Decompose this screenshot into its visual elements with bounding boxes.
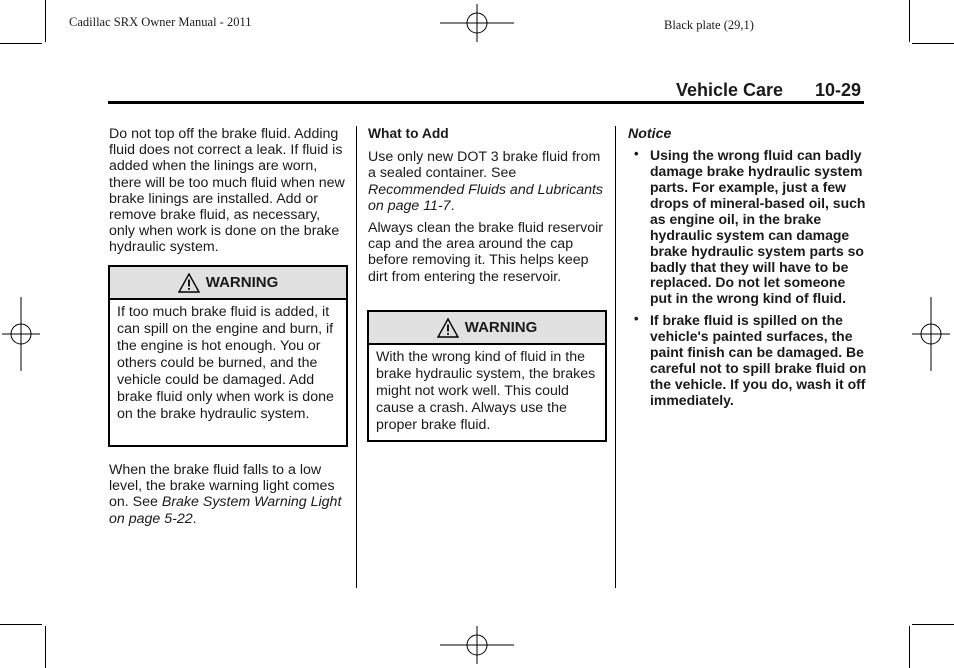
- warning-title: WARNING: [464, 319, 538, 336]
- warning-body: If too much brake fluid is added, it can spill on the engine and burn, if the engine is hot enough. You or others could be burned, and the vehicle could be damaged. Add brake fluid only when work is done on the brake hydraulic system.: [117, 304, 334, 422]
- warning-body: With the wrong kind of fluid in the brake hydraulic system, the brakes might not work well. This could cause a crash. Always use the proper brake fluid.: [376, 349, 596, 433]
- page-number: 10-29: [815, 80, 862, 100]
- notice-title: Notice: [628, 126, 672, 142]
- notice-list: [628, 148, 868, 409]
- column-divider: [356, 126, 357, 588]
- registration-mark-icon: [2, 297, 40, 371]
- crop-mark: [912, 43, 954, 44]
- paragraph: [109, 462, 349, 527]
- print-slug-right: Black plate (29,1): [664, 18, 754, 32]
- text: Use only new DOT 3 brake fluid from a sealed container. See: [368, 149, 601, 182]
- paragraph: Do not top off the brake fluid. Adding fluid does not correct a leak. If fluid is added when the linings are worn, there will be too much fluid when new brake linings are installed. Add or remove brake fluid, as necessary, only when work is done on the brake hydraulic system.: [109, 126, 345, 256]
- cross-reference-link[interactable]: Recommended Fluids and Lubricants on page 11-7: [368, 181, 604, 214]
- registration-mark-icon: [440, 626, 514, 664]
- column-1: [109, 126, 349, 256]
- section-title: Vehicle Care: [676, 80, 784, 100]
- warning-box: [367, 310, 607, 442]
- cross-reference-link[interactable]: Brake System Warning Light on page 5-22: [109, 494, 342, 527]
- paragraph: Always clean the brake fluid reservoir cap and the area around the cap before removing it. This helps keep dirt from entering the reservoir.: [368, 220, 603, 285]
- text: .: [192, 510, 197, 527]
- crop-mark: [909, 626, 910, 668]
- warning-triangle-icon: [437, 318, 459, 338]
- crop-mark: [0, 624, 42, 625]
- text: .: [450, 197, 455, 214]
- crop-mark: [0, 43, 42, 44]
- header-rule: [108, 101, 864, 104]
- warning-box: [108, 265, 348, 447]
- warning-header: [369, 312, 605, 345]
- crop-mark: [45, 0, 46, 42]
- subheading: What to Add: [368, 126, 449, 141]
- list-item: • Using the wrong fluid can badly damage brake hydraulic system parts. For example, just a few drops of mineral-based oil, such as engine oil, in the brake hydraulic system can damage brake hydraulic system parts so badly that they will have to be replaced. Do not let someone put in the wrong kind of fluid.: [628, 148, 868, 307]
- crop-mark: [45, 626, 46, 668]
- crop-mark: [909, 0, 910, 42]
- registration-mark-icon: [440, 4, 514, 42]
- list-item: • If brake fluid is spilled on the vehicle's painted surfaces, the paint finish can be damaged. Be careful not to spill brake fluid on the vehicle. If you do, wash it off immediately.: [628, 313, 868, 408]
- crop-mark: [912, 624, 954, 625]
- column-divider: [615, 126, 616, 588]
- print-slug-left: Cadillac SRX Owner Manual - 2011: [69, 15, 252, 29]
- column-3: [628, 126, 868, 415]
- column-1-lower: [109, 462, 349, 527]
- registration-mark-icon: [912, 297, 950, 371]
- paragraph: [368, 149, 608, 214]
- warning-title: WARNING: [205, 274, 279, 291]
- text: When the brake fluid falls to a low level, the brake warning light comes on. See: [109, 462, 335, 511]
- warning-triangle-icon: [178, 273, 200, 293]
- column-2: [368, 126, 608, 285]
- warning-header: [110, 267, 346, 300]
